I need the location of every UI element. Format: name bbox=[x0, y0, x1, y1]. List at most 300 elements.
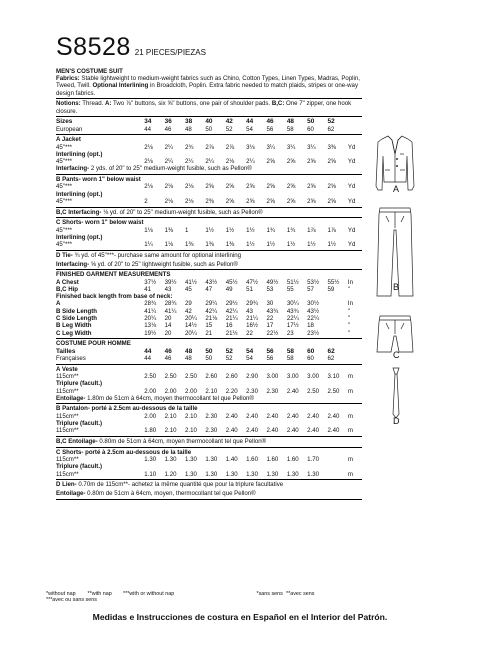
cell: 41 bbox=[144, 285, 152, 293]
cell: 1⅞ bbox=[327, 226, 337, 234]
cell bbox=[328, 420, 348, 427]
cell: 51 bbox=[246, 285, 253, 293]
cell: 43¾ bbox=[286, 307, 299, 315]
cell: 42 bbox=[225, 118, 233, 126]
cell: 1½ bbox=[286, 241, 296, 249]
cell: 2.00 bbox=[144, 387, 157, 395]
cell: 55 bbox=[286, 285, 294, 293]
cell: 2.00 bbox=[144, 412, 157, 420]
row-label: 45"*** bbox=[56, 183, 73, 191]
cell bbox=[328, 315, 348, 322]
divider bbox=[56, 436, 362, 437]
cell bbox=[266, 380, 286, 387]
cell: 62 bbox=[327, 354, 335, 362]
cell: 1⅛ bbox=[164, 241, 174, 249]
cell: 2⅝ bbox=[266, 197, 275, 205]
cell bbox=[246, 420, 266, 427]
unit: Yd bbox=[347, 158, 356, 166]
lien-entoilage bbox=[56, 490, 362, 497]
cell: 1.40 bbox=[225, 456, 238, 464]
cell: 42¼ bbox=[225, 307, 238, 315]
lien-yardage-part-1: 0.70m de 115cm**- achetez la même quantité que pour la triplure facultative bbox=[76, 481, 284, 489]
unit: m bbox=[347, 372, 353, 380]
cell: 54 bbox=[246, 354, 253, 362]
tailles-table bbox=[56, 348, 362, 355]
unit bbox=[348, 463, 362, 470]
jacket-yardage-row bbox=[56, 151, 362, 158]
cell: 16 bbox=[225, 322, 233, 330]
cell: 21⅛ bbox=[205, 315, 218, 323]
footnote-fr-3: ***avec ou sans sens bbox=[46, 597, 97, 603]
cell: 21¼ bbox=[225, 315, 238, 323]
cell: 2.00 bbox=[185, 387, 197, 395]
bc-interfacing bbox=[56, 209, 362, 216]
francaises-table bbox=[56, 355, 362, 362]
row-label: Triplure (facult.) bbox=[56, 420, 103, 428]
cell: 22 bbox=[246, 329, 253, 337]
cell bbox=[287, 234, 307, 241]
cell: 1.30 bbox=[286, 470, 299, 478]
cell: 2⅛ bbox=[185, 183, 194, 191]
row-label: Triplure (facult.) bbox=[56, 380, 103, 388]
jacket-drawing bbox=[376, 136, 414, 190]
tie-interfacing bbox=[56, 261, 362, 268]
footnote-en-3: ***with or without nap bbox=[123, 591, 175, 597]
shorts-yardage-row bbox=[56, 241, 362, 248]
cell: 1.60 bbox=[286, 456, 299, 464]
section-title-en: MEN'S COSTUME SUIT bbox=[56, 68, 123, 75]
finished-table bbox=[56, 279, 362, 294]
cell: 2.60 bbox=[225, 372, 238, 380]
cell: 1⅛ bbox=[144, 226, 153, 234]
cell: 2⅝ bbox=[266, 158, 275, 166]
footnote-en-1: *without nap bbox=[46, 591, 76, 597]
pants-yardage bbox=[56, 183, 362, 205]
fabrics-text-part-3: in Broadcloth, Poplin. Extra fabric needed to match plaids, stripes or one-way design fabrics. bbox=[56, 82, 358, 97]
divider bbox=[56, 364, 362, 365]
jacket-interfacing-part-1: 2 yds. of 20" to 25" medium-weight fusible, such as Pellon® bbox=[89, 165, 252, 173]
bc-entoilage-part-1: 0.80m de 51cm à 64cm, moyen thermocollant tel que Pellon® bbox=[97, 438, 267, 446]
cell: 2⅝ bbox=[327, 183, 337, 191]
cell: 2.10 bbox=[164, 412, 177, 420]
row-label: B Side Length bbox=[56, 307, 97, 315]
cell: 1.30 bbox=[307, 470, 320, 478]
cell: 42¼ bbox=[205, 307, 218, 315]
cell: 1.60 bbox=[266, 456, 279, 464]
unit: In bbox=[347, 300, 353, 308]
finished-table-row bbox=[56, 279, 362, 286]
cell: 2⅛ bbox=[185, 197, 194, 205]
cell: 14 bbox=[164, 322, 172, 330]
cell: 60 bbox=[307, 354, 314, 362]
cell: 2.40 bbox=[246, 412, 258, 420]
cell: 2⅞ bbox=[225, 143, 235, 151]
pants-yardage-row bbox=[56, 198, 362, 205]
lien-entoilage-part-1: 0.80m de 51cm à 64cm, moyen, thermocollant tel que Pellon® bbox=[85, 490, 256, 498]
divider bbox=[56, 250, 362, 251]
cell bbox=[266, 420, 286, 427]
unit bbox=[348, 348, 362, 355]
cell bbox=[328, 322, 348, 329]
cell bbox=[307, 420, 327, 427]
cell: 1½ bbox=[205, 226, 214, 234]
cell: 1.10 bbox=[144, 470, 157, 478]
cell: 20¼ bbox=[185, 315, 197, 323]
pantalon-yardage-row bbox=[56, 420, 362, 427]
cell: 2.40 bbox=[327, 427, 340, 435]
cell: 2⅝ bbox=[205, 183, 214, 191]
unit bbox=[348, 380, 362, 387]
row-label: 45"*** bbox=[56, 197, 73, 205]
figure-label-c: C bbox=[393, 350, 400, 360]
fabrics-text-part-1: Stable lightweight to medium-weight fabrics such as Chino, Cotton Types, Linen Types, Madras, Poplin, Tweed, Twill. bbox=[56, 75, 360, 90]
cell bbox=[205, 420, 225, 427]
row-label: 45"*** bbox=[56, 226, 73, 234]
fabrics-text bbox=[56, 75, 362, 97]
cell: 48 bbox=[185, 354, 192, 362]
cell: 37½ bbox=[144, 278, 157, 286]
cell: 1.30 bbox=[185, 456, 197, 464]
cell bbox=[165, 191, 185, 198]
cell bbox=[246, 191, 266, 198]
bc-interfacing-part-0: B,C Interfacing- bbox=[56, 208, 102, 216]
cell bbox=[328, 380, 348, 387]
cell: 2.50 bbox=[185, 372, 197, 380]
cell: 58 bbox=[286, 125, 294, 133]
finished-title: FINISHED GARMENT MEASUREMENTS bbox=[56, 271, 171, 279]
cell: 3¼ bbox=[266, 143, 275, 151]
tie-interfacing-part-1: ⅝ yd. of 20" to 25" lightweight fusible, such as Pellon® bbox=[89, 260, 238, 268]
cell bbox=[165, 151, 185, 158]
cell: 2.50 bbox=[164, 372, 177, 380]
cell: 2.40 bbox=[286, 387, 299, 395]
cell: 30 bbox=[266, 300, 274, 308]
cell: 2⅝ bbox=[246, 183, 255, 191]
cell bbox=[185, 463, 205, 470]
cell: 2⅝ bbox=[327, 158, 337, 166]
unit: Yd bbox=[347, 226, 356, 234]
unit: m bbox=[347, 387, 353, 395]
cell bbox=[185, 420, 205, 427]
row-label: Sizes bbox=[56, 118, 73, 126]
cell: 2.40 bbox=[225, 412, 238, 420]
cell: 2.10 bbox=[185, 412, 197, 420]
cell: 22¼ bbox=[286, 315, 299, 323]
footnote-fr-2: **avec sens bbox=[286, 591, 315, 597]
cell bbox=[307, 234, 327, 241]
divider bbox=[56, 403, 362, 404]
cell: 44 bbox=[144, 347, 152, 355]
lien-yardage-part-0: D Lien- bbox=[56, 481, 77, 489]
cell: 52 bbox=[327, 118, 335, 126]
cell: 56 bbox=[266, 125, 274, 133]
pantalon-yardage-row bbox=[56, 427, 362, 434]
cell: 58 bbox=[286, 347, 294, 355]
cell: 1.80 bbox=[144, 427, 157, 435]
bc-entoilage bbox=[56, 438, 362, 445]
unit: m bbox=[347, 427, 353, 435]
cell: 52 bbox=[225, 125, 233, 133]
unit: " bbox=[347, 329, 351, 337]
finished-table-2-row bbox=[56, 300, 362, 307]
row-label: Interlining (opt.) bbox=[56, 233, 103, 241]
cell: 1.30 bbox=[266, 470, 279, 478]
cell: 50 bbox=[205, 125, 213, 133]
veste-entoilage bbox=[56, 395, 362, 402]
cell: 60 bbox=[307, 125, 314, 133]
shorts-fr-title: C Shorts- porté à 2.5cm au-dessous de la taille bbox=[56, 448, 192, 456]
cell: 2⅝ bbox=[225, 197, 235, 205]
divider bbox=[56, 207, 362, 208]
cell: 29¾ bbox=[246, 300, 258, 308]
figure-label-d: D bbox=[393, 416, 400, 426]
cell bbox=[307, 151, 327, 158]
unit bbox=[348, 355, 362, 362]
cell: 50 bbox=[205, 347, 213, 355]
cell: 19½ bbox=[144, 329, 157, 337]
cell: 2⅝ bbox=[307, 197, 316, 205]
cell: 28¾ bbox=[144, 300, 157, 308]
cell: 1¾ bbox=[286, 226, 296, 234]
cell: 43½ bbox=[307, 307, 320, 315]
cell bbox=[266, 191, 286, 198]
row-label: 115cm** bbox=[56, 387, 79, 395]
cell: 22 bbox=[266, 315, 274, 323]
unit: " bbox=[347, 315, 351, 323]
bc-entoilage-part-0: B,C Entoilage- bbox=[56, 438, 98, 446]
francaises-table-row bbox=[56, 355, 362, 362]
cell: 2.60 bbox=[205, 372, 218, 380]
cell: 56 bbox=[266, 347, 274, 355]
cell: 41¼ bbox=[164, 307, 177, 315]
jacket-interfacing bbox=[56, 165, 362, 172]
cell: 16½ bbox=[246, 322, 258, 330]
cell: 2.40 bbox=[225, 427, 238, 435]
veste-yardage bbox=[56, 373, 362, 395]
divider bbox=[56, 447, 362, 448]
cell: 1.30 bbox=[225, 470, 238, 478]
shorts-fr-yardage-row bbox=[56, 471, 362, 478]
cell: 20 bbox=[164, 329, 172, 337]
lien-entoilage-part-0: Entoilage- bbox=[56, 490, 86, 498]
cell: 3⅛ bbox=[246, 143, 255, 151]
cell: 55½ bbox=[327, 278, 340, 286]
cell: 51½ bbox=[286, 278, 299, 286]
notions-text-part-1: Thread. bbox=[80, 100, 105, 108]
cell: 17½ bbox=[286, 322, 299, 330]
cell: 2.40 bbox=[266, 412, 279, 420]
cell: 2.50 bbox=[327, 387, 340, 395]
cell: 2⅜ bbox=[205, 197, 214, 205]
tie-yardage bbox=[56, 252, 362, 259]
shorts-yardage bbox=[56, 227, 362, 249]
divider bbox=[56, 479, 362, 480]
cell: 2.90 bbox=[246, 372, 258, 380]
cell: 40 bbox=[205, 118, 213, 126]
cell: 3¼ bbox=[307, 143, 316, 151]
garment-drawings bbox=[366, 126, 426, 426]
cell: 22¼ bbox=[307, 315, 320, 323]
cell bbox=[246, 234, 266, 241]
row-label: 115cm** bbox=[56, 470, 79, 478]
cell: 58 bbox=[286, 354, 294, 362]
technical-drawings bbox=[366, 126, 426, 426]
pantalon-title: B Pantalon- porté à 2.5cm au-dessous de la taille bbox=[56, 405, 198, 413]
cell: 43½ bbox=[205, 278, 218, 286]
cell: 46 bbox=[266, 118, 274, 126]
cell bbox=[226, 151, 246, 158]
cell: 2.40 bbox=[246, 427, 258, 435]
cell bbox=[185, 191, 205, 198]
cell bbox=[328, 300, 348, 307]
cell: 3.00 bbox=[307, 372, 320, 380]
divider bbox=[56, 134, 362, 135]
cell: 1 bbox=[185, 226, 189, 234]
fabrics-text-part-0: Fabrics: bbox=[56, 75, 80, 83]
cell: 43 bbox=[164, 285, 172, 293]
cell: 2⅝ bbox=[225, 183, 235, 191]
spanish-instructions-note: Medidas e Instrucciones de costura en Español en el Interior del Patrón. bbox=[92, 612, 388, 622]
cell: 53 bbox=[266, 285, 274, 293]
row-label: European bbox=[56, 125, 83, 133]
pants-title: B Pants- worn 1" below waist bbox=[56, 176, 141, 184]
cell: 62 bbox=[327, 125, 335, 133]
cell bbox=[165, 463, 185, 470]
divider bbox=[56, 98, 362, 99]
jacket-yardage-row bbox=[56, 158, 362, 165]
cell: 1.30 bbox=[205, 456, 218, 464]
cell bbox=[328, 456, 348, 463]
unit bbox=[348, 234, 362, 241]
cell bbox=[165, 420, 185, 427]
cell: 2.10 bbox=[164, 427, 177, 435]
jacket-yardage-row bbox=[56, 144, 362, 151]
cell: 30½ bbox=[307, 300, 320, 308]
finished-table-row bbox=[56, 286, 362, 293]
unit bbox=[348, 118, 362, 125]
cell bbox=[266, 463, 286, 470]
finished-table-2-row bbox=[56, 322, 362, 329]
cell: 2.40 bbox=[307, 427, 320, 435]
shorts-fr-yardage-row bbox=[56, 463, 362, 470]
cell: 38 bbox=[185, 118, 193, 126]
cell bbox=[328, 308, 348, 315]
cell bbox=[226, 234, 246, 241]
row-label: Triplure (facult.) bbox=[56, 463, 103, 471]
cell: 29 bbox=[185, 300, 192, 308]
sizes-table-row bbox=[56, 118, 362, 125]
cell: 3.00 bbox=[266, 372, 279, 380]
cell: 2⅝ bbox=[286, 158, 296, 166]
finished-table-2-row bbox=[56, 315, 362, 322]
cell bbox=[287, 191, 307, 198]
cell bbox=[328, 151, 348, 158]
cell: 2.10 bbox=[205, 387, 218, 395]
notions-text-part-0: Notions: bbox=[56, 100, 81, 108]
footnotes bbox=[46, 591, 366, 603]
shorts-fr-yardage bbox=[56, 456, 362, 478]
row-label: 45"*** bbox=[56, 158, 73, 166]
cell: 2.30 bbox=[246, 387, 258, 395]
cell bbox=[328, 191, 348, 198]
row-label: 115cm** bbox=[56, 456, 79, 464]
unit bbox=[348, 126, 362, 133]
unit: " bbox=[347, 322, 351, 330]
cell: 2¼ bbox=[246, 158, 255, 166]
cell: 1⅞ bbox=[307, 226, 316, 234]
cell: 1⅜ bbox=[185, 241, 194, 249]
unit: m bbox=[347, 412, 353, 420]
cell bbox=[328, 463, 348, 470]
cell bbox=[205, 191, 225, 198]
cell bbox=[205, 380, 225, 387]
sizes-table bbox=[56, 118, 362, 125]
cell: 29½ bbox=[225, 300, 238, 308]
cell: 57 bbox=[307, 285, 314, 293]
cell: 48 bbox=[185, 347, 193, 355]
row-label: Interlining (opt.) bbox=[56, 190, 103, 198]
cell: 30¼ bbox=[286, 300, 299, 308]
cell bbox=[226, 380, 246, 387]
cell: 1⅜ bbox=[164, 226, 174, 234]
pants-yardage-row bbox=[56, 183, 362, 190]
cell: 1½ bbox=[246, 241, 255, 249]
cell bbox=[307, 380, 327, 387]
row-label: Tailles bbox=[56, 347, 76, 355]
cell: 60 bbox=[307, 347, 315, 355]
row-label: 115cm** bbox=[56, 412, 79, 420]
cell: 2.10 bbox=[185, 427, 197, 435]
row-label: A Chest bbox=[56, 278, 79, 286]
shorts-drawing bbox=[377, 316, 413, 352]
cell: 2.20 bbox=[225, 387, 238, 395]
cell: 2.30 bbox=[205, 427, 218, 435]
cell: 1½ bbox=[225, 226, 235, 234]
cell: 20 bbox=[164, 315, 172, 323]
cell: 62 bbox=[327, 347, 335, 355]
cell: 20¼ bbox=[144, 315, 157, 323]
cell bbox=[328, 330, 348, 337]
cell: 49 bbox=[225, 285, 233, 293]
cell: 28¾ bbox=[164, 300, 177, 308]
cell bbox=[165, 234, 185, 241]
divider bbox=[56, 217, 362, 218]
cell bbox=[287, 380, 307, 387]
cell: 3.10 bbox=[327, 372, 340, 380]
cell bbox=[205, 151, 225, 158]
row-label: 45"*** bbox=[56, 143, 73, 151]
cell: 2⅝ bbox=[286, 183, 296, 191]
cell: 47½ bbox=[246, 278, 258, 286]
cell bbox=[165, 380, 185, 387]
cell bbox=[144, 420, 164, 427]
fabrics-text-part-2: Optional Interlining bbox=[92, 82, 149, 90]
veste-entoilage-part-1: 1.80m de 51cm à 64cm, moyen thermocollant tel que Pellon® bbox=[85, 394, 254, 402]
unit: m bbox=[347, 456, 353, 464]
cell: 1⅜ bbox=[225, 241, 235, 249]
cell: 22½ bbox=[266, 329, 279, 337]
row-label: Françaises bbox=[56, 354, 86, 362]
row-label: C Side Length bbox=[56, 315, 97, 323]
divider bbox=[56, 499, 362, 500]
cell: 2.50 bbox=[307, 387, 320, 395]
tie-drawing bbox=[393, 368, 399, 418]
european-table-row bbox=[56, 126, 362, 133]
european-table bbox=[56, 126, 362, 133]
divider bbox=[56, 174, 362, 175]
cell bbox=[266, 234, 286, 241]
cell: 2¾ bbox=[185, 143, 194, 151]
